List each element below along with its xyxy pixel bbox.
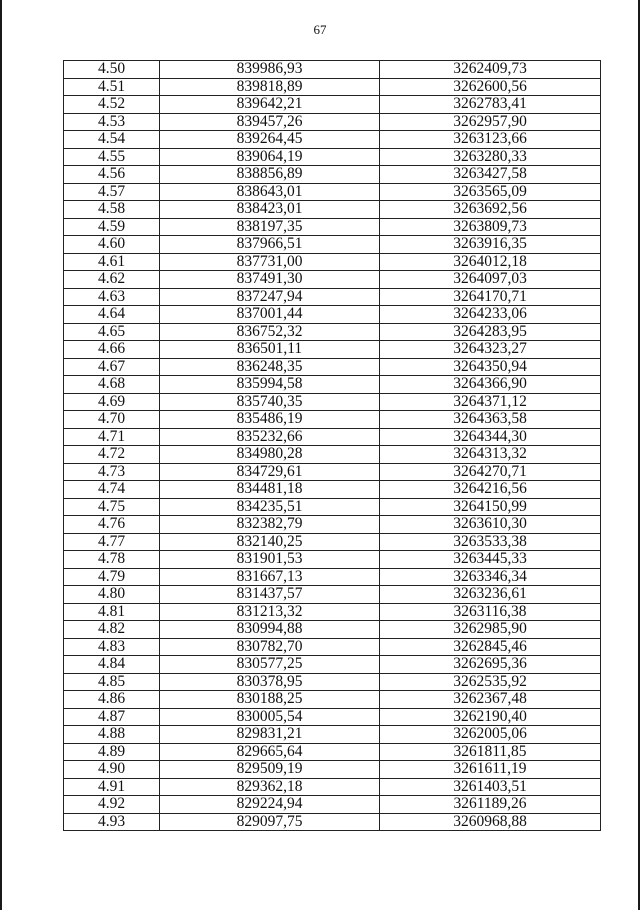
point-number-cell: 4.68	[64, 376, 160, 394]
point-number-cell: 4.74	[64, 481, 160, 499]
table-row	[64, 656, 601, 674]
scan-edge-left	[0, 0, 2, 910]
table-row	[64, 603, 601, 621]
x-coordinate-cell: 831213,32	[160, 603, 380, 621]
x-coordinate-cell: 838856,89	[160, 166, 380, 184]
table-row	[64, 813, 601, 831]
table-row	[64, 796, 601, 814]
x-coordinate-cell: 831437,57	[160, 586, 380, 604]
y-coordinate-cell: 3262409,73	[380, 61, 601, 79]
point-number-cell: 4.85	[64, 673, 160, 691]
table-row	[64, 271, 601, 289]
point-number-cell: 4.57	[64, 183, 160, 201]
x-coordinate-cell: 839986,93	[160, 61, 380, 79]
point-number-cell: 4.62	[64, 271, 160, 289]
table-row	[64, 446, 601, 464]
table-row	[64, 708, 601, 726]
table-row	[64, 673, 601, 691]
x-coordinate-cell: 839064,19	[160, 148, 380, 166]
y-coordinate-cell: 3261403,51	[380, 778, 601, 796]
table-row	[64, 411, 601, 429]
point-number-cell: 4.91	[64, 778, 160, 796]
point-number-cell: 4.59	[64, 218, 160, 236]
x-coordinate-cell: 838197,35	[160, 218, 380, 236]
point-number-cell: 4.73	[64, 463, 160, 481]
y-coordinate-cell: 3264270,71	[380, 463, 601, 481]
table-row	[64, 586, 601, 604]
x-coordinate-cell: 830378,95	[160, 673, 380, 691]
table-row	[64, 61, 601, 79]
table-row	[64, 358, 601, 376]
y-coordinate-cell: 3262190,40	[380, 708, 601, 726]
x-coordinate-cell: 838423,01	[160, 201, 380, 219]
table-row	[64, 516, 601, 534]
point-number-cell: 4.81	[64, 603, 160, 621]
y-coordinate-cell: 3264371,12	[380, 393, 601, 411]
point-number-cell: 4.66	[64, 341, 160, 359]
x-coordinate-cell: 829362,18	[160, 778, 380, 796]
y-coordinate-cell: 3262985,90	[380, 621, 601, 639]
x-coordinate-cell: 835740,35	[160, 393, 380, 411]
table-row	[64, 218, 601, 236]
table-row	[64, 428, 601, 446]
table-row	[64, 183, 601, 201]
point-number-cell: 4.60	[64, 236, 160, 254]
x-coordinate-cell: 834729,61	[160, 463, 380, 481]
x-coordinate-cell: 834235,51	[160, 498, 380, 516]
y-coordinate-cell: 3260968,88	[380, 813, 601, 831]
table-row	[64, 148, 601, 166]
table-row	[64, 376, 601, 394]
point-number-cell: 4.82	[64, 621, 160, 639]
table-row	[64, 113, 601, 131]
table-row	[64, 691, 601, 709]
x-coordinate-cell: 830782,70	[160, 638, 380, 656]
table-row	[64, 253, 601, 271]
x-coordinate-cell: 837247,94	[160, 288, 380, 306]
point-number-cell: 4.72	[64, 446, 160, 464]
table-row	[64, 778, 601, 796]
x-coordinate-cell: 834980,28	[160, 446, 380, 464]
x-coordinate-cell: 836501,11	[160, 341, 380, 359]
y-coordinate-cell: 3262005,06	[380, 726, 601, 744]
point-number-cell: 4.75	[64, 498, 160, 516]
y-coordinate-cell: 3263565,09	[380, 183, 601, 201]
y-coordinate-cell: 3263809,73	[380, 218, 601, 236]
point-number-cell: 4.51	[64, 78, 160, 96]
x-coordinate-cell: 831667,13	[160, 568, 380, 586]
y-coordinate-cell: 3263916,35	[380, 236, 601, 254]
x-coordinate-cell: 839818,89	[160, 78, 380, 96]
page-number: 67	[313, 22, 327, 37]
x-coordinate-cell: 839457,26	[160, 113, 380, 131]
point-number-cell: 4.88	[64, 726, 160, 744]
x-coordinate-cell: 830577,25	[160, 656, 380, 674]
point-number-cell: 4.69	[64, 393, 160, 411]
point-number-cell: 4.56	[64, 166, 160, 184]
table-row	[64, 551, 601, 569]
point-number-cell: 4.89	[64, 743, 160, 761]
y-coordinate-cell: 3263280,33	[380, 148, 601, 166]
y-coordinate-cell: 3263116,38	[380, 603, 601, 621]
x-coordinate-cell: 830188,25	[160, 691, 380, 709]
y-coordinate-cell: 3264350,94	[380, 358, 601, 376]
table-row	[64, 568, 601, 586]
y-coordinate-cell: 3263610,30	[380, 516, 601, 534]
x-coordinate-cell: 836248,35	[160, 358, 380, 376]
point-number-cell: 4.87	[64, 708, 160, 726]
table-row	[64, 481, 601, 499]
x-coordinate-cell: 829831,21	[160, 726, 380, 744]
y-coordinate-cell: 3264283,95	[380, 323, 601, 341]
x-coordinate-cell: 835232,66	[160, 428, 380, 446]
point-number-cell: 4.84	[64, 656, 160, 674]
x-coordinate-cell: 831901,53	[160, 551, 380, 569]
point-number-cell: 4.92	[64, 796, 160, 814]
x-coordinate-cell: 839264,45	[160, 131, 380, 149]
x-coordinate-cell: 838643,01	[160, 183, 380, 201]
x-coordinate-cell: 829097,75	[160, 813, 380, 831]
table-row	[64, 131, 601, 149]
y-coordinate-cell: 3263427,58	[380, 166, 601, 184]
point-number-cell: 4.77	[64, 533, 160, 551]
table-row	[64, 743, 601, 761]
x-coordinate-cell: 836752,32	[160, 323, 380, 341]
table-row	[64, 638, 601, 656]
x-coordinate-cell: 837966,51	[160, 236, 380, 254]
coordinates-table	[63, 60, 601, 831]
table-row	[64, 323, 601, 341]
x-coordinate-cell: 829665,64	[160, 743, 380, 761]
table-row	[64, 306, 601, 324]
y-coordinate-cell: 3262535,92	[380, 673, 601, 691]
point-number-cell: 4.83	[64, 638, 160, 656]
x-coordinate-cell: 829224,94	[160, 796, 380, 814]
x-coordinate-cell: 837731,00	[160, 253, 380, 271]
point-number-cell: 4.90	[64, 761, 160, 779]
y-coordinate-cell: 3264313,32	[380, 446, 601, 464]
y-coordinate-cell: 3261811,85	[380, 743, 601, 761]
point-number-cell: 4.61	[64, 253, 160, 271]
point-number-cell: 4.64	[64, 306, 160, 324]
y-coordinate-cell: 3262695,36	[380, 656, 601, 674]
y-coordinate-cell: 3263236,61	[380, 586, 601, 604]
y-coordinate-cell: 3264150,99	[380, 498, 601, 516]
y-coordinate-cell: 3263346,34	[380, 568, 601, 586]
x-coordinate-cell: 830005,54	[160, 708, 380, 726]
y-coordinate-cell: 3262845,46	[380, 638, 601, 656]
point-number-cell: 4.80	[64, 586, 160, 604]
y-coordinate-cell: 3263123,66	[380, 131, 601, 149]
table-row	[64, 393, 601, 411]
y-coordinate-cell: 3264012,18	[380, 253, 601, 271]
y-coordinate-cell: 3263533,38	[380, 533, 601, 551]
y-coordinate-cell: 3262957,90	[380, 113, 601, 131]
point-number-cell: 4.54	[64, 131, 160, 149]
x-coordinate-cell: 839642,21	[160, 96, 380, 114]
y-coordinate-cell: 3261611,19	[380, 761, 601, 779]
table-row	[64, 236, 601, 254]
y-coordinate-cell: 3261189,26	[380, 796, 601, 814]
point-number-cell: 4.78	[64, 551, 160, 569]
table-row	[64, 761, 601, 779]
x-coordinate-cell: 837001,44	[160, 306, 380, 324]
point-number-cell: 4.53	[64, 113, 160, 131]
table-row	[64, 201, 601, 219]
point-number-cell: 4.76	[64, 516, 160, 534]
point-number-cell: 4.50	[64, 61, 160, 79]
y-coordinate-cell: 3262367,48	[380, 691, 601, 709]
y-coordinate-cell: 3262600,56	[380, 78, 601, 96]
table-row	[64, 621, 601, 639]
point-number-cell: 4.67	[64, 358, 160, 376]
point-number-cell: 4.93	[64, 813, 160, 831]
y-coordinate-cell: 3263692,56	[380, 201, 601, 219]
x-coordinate-cell: 834481,18	[160, 481, 380, 499]
x-coordinate-cell: 832382,79	[160, 516, 380, 534]
point-number-cell: 4.79	[64, 568, 160, 586]
y-coordinate-cell: 3264233,06	[380, 306, 601, 324]
y-coordinate-cell: 3263445,33	[380, 551, 601, 569]
point-number-cell: 4.65	[64, 323, 160, 341]
x-coordinate-cell: 830994,88	[160, 621, 380, 639]
table-row	[64, 463, 601, 481]
table-row	[64, 726, 601, 744]
table-row	[64, 96, 601, 114]
x-coordinate-cell: 829509,19	[160, 761, 380, 779]
point-number-cell: 4.55	[64, 148, 160, 166]
point-number-cell: 4.52	[64, 96, 160, 114]
x-coordinate-cell: 835486,19	[160, 411, 380, 429]
y-coordinate-cell: 3262783,41	[380, 96, 601, 114]
table-row	[64, 288, 601, 306]
point-number-cell: 4.58	[64, 201, 160, 219]
table-row	[64, 166, 601, 184]
x-coordinate-cell: 832140,25	[160, 533, 380, 551]
table-row	[64, 78, 601, 96]
coordinates-table-body	[64, 61, 601, 831]
y-coordinate-cell: 3264344,30	[380, 428, 601, 446]
point-number-cell: 4.63	[64, 288, 160, 306]
y-coordinate-cell: 3264366,90	[380, 376, 601, 394]
y-coordinate-cell: 3264363,58	[380, 411, 601, 429]
x-coordinate-cell: 835994,58	[160, 376, 380, 394]
y-coordinate-cell: 3264170,71	[380, 288, 601, 306]
y-coordinate-cell: 3264097,03	[380, 271, 601, 289]
x-coordinate-cell: 837491,30	[160, 271, 380, 289]
point-number-cell: 4.71	[64, 428, 160, 446]
y-coordinate-cell: 3264216,56	[380, 481, 601, 499]
table-row	[64, 533, 601, 551]
point-number-cell: 4.86	[64, 691, 160, 709]
y-coordinate-cell: 3264323,27	[380, 341, 601, 359]
table-row	[64, 498, 601, 516]
table-row	[64, 341, 601, 359]
point-number-cell: 4.70	[64, 411, 160, 429]
